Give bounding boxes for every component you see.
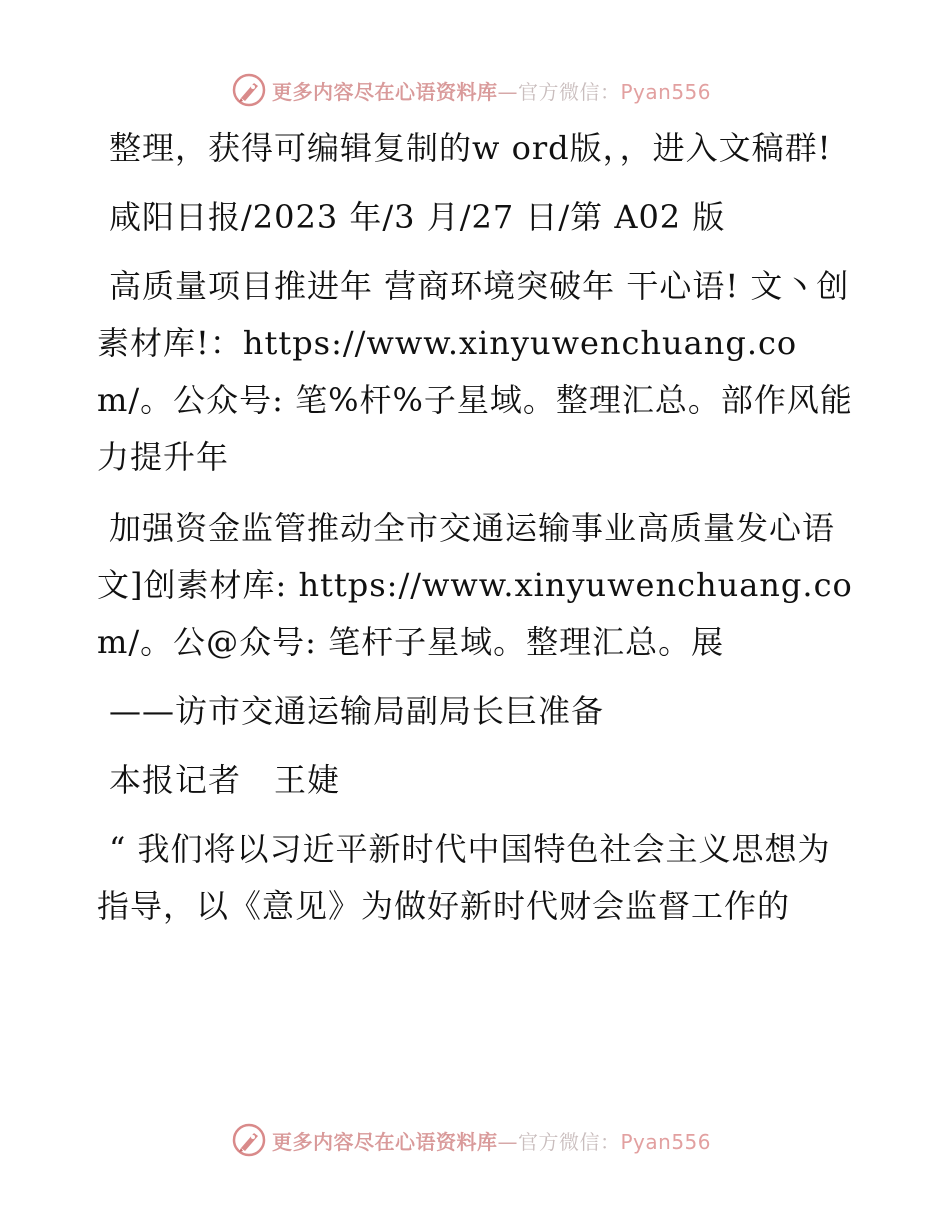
watermark-label: 官方微信： <box>518 1129 621 1154</box>
watermark-wechat-id: Pyan556 <box>620 1129 712 1154</box>
paragraph-source-line: 咸阳日报/2023 年/3 月/27 日/第 A02 版 <box>109 198 726 236</box>
watermark-brand: 更多内容尽在心语资料库 <box>272 79 498 104</box>
paragraph-headline-banner: 高质量项目推进年 营商环境突破年 干心语! 文丶创素材库!：https://www.xinyuwenchuang.com/。公众号: 笔%杆%子星域。整理汇总。部作风能力提升年 <box>97 267 853 476</box>
watermark-wechat-id: Pyan556 <box>620 79 712 104</box>
document-body <box>97 120 857 935</box>
watermark-brand: 更多内容尽在心语资料库 <box>272 1129 498 1154</box>
pen-logo-icon <box>232 1123 266 1157</box>
pen-logo-icon <box>232 73 266 107</box>
watermark-dash: — <box>497 1129 518 1154</box>
watermark-dash: — <box>497 79 518 104</box>
footer-watermark <box>232 1122 722 1158</box>
paragraph-body-start: “ 我们将以习近平新时代中国特色社会主义思想为指导，以《意见》为做好新时代财会监督工作的 <box>97 830 831 925</box>
header-watermark <box>232 72 722 108</box>
paragraph-main-title: 加强资金监管推动全市交通运输事业高质量发心语文]创素材库: https://www.xinyuwenchuang.com/。公@众号: 笔杆子星域。整理汇总。展 <box>97 509 853 661</box>
paragraph-intro: 整理，获得可编辑复制的w ord版，，进入文稿群! <box>109 129 832 167</box>
watermark-label: 官方微信： <box>518 79 621 104</box>
paragraph-subtitle: ——访市交通运输局副局长巨准备 <box>109 692 605 730</box>
paragraph-byline: 本报记者 王婕 <box>109 761 341 799</box>
